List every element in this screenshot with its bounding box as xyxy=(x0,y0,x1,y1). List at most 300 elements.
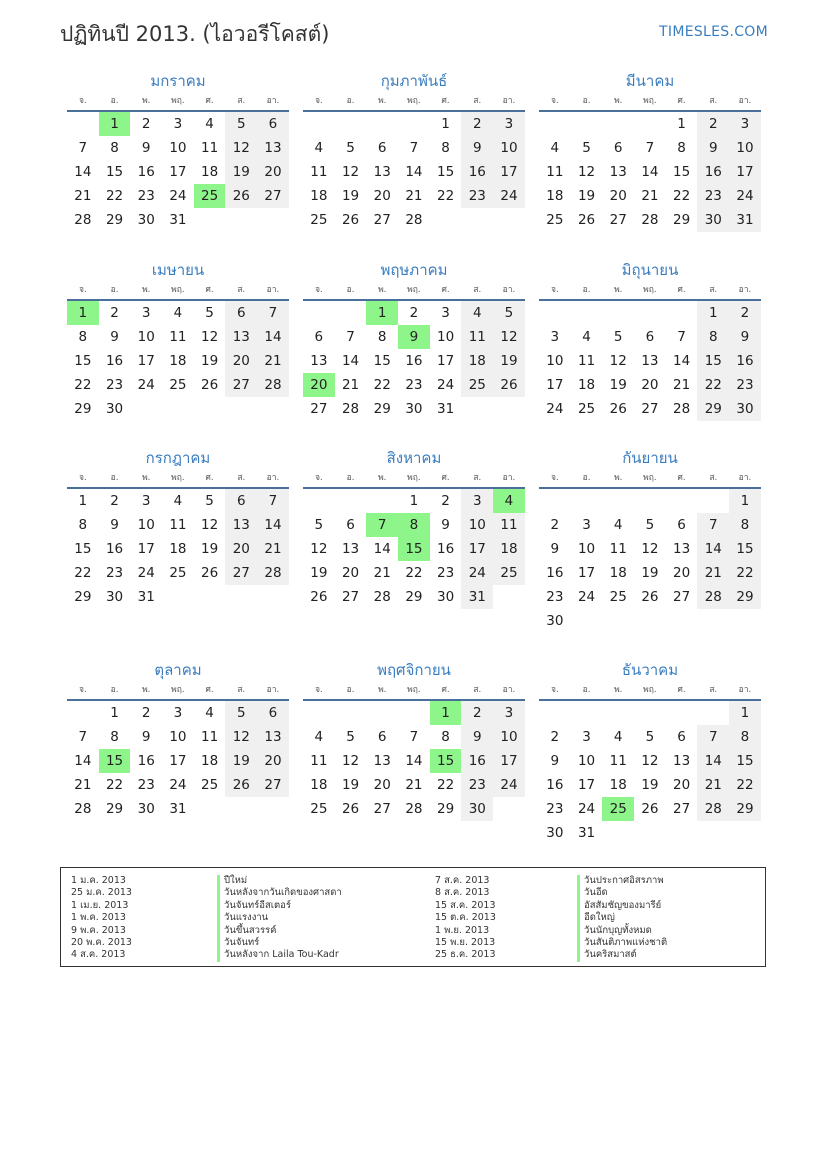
day-cell[interactable]: 20 xyxy=(373,188,391,204)
day-cell[interactable]: 3 xyxy=(173,116,183,132)
day-cell[interactable]: 3 xyxy=(141,305,151,321)
day-cell[interactable]: 18 xyxy=(201,753,219,769)
day-cell[interactable]: 12 xyxy=(641,753,659,769)
day-cell[interactable]: 10 xyxy=(169,140,187,156)
day-cell[interactable]: 16 xyxy=(137,164,155,180)
day-cell[interactable]: 15 xyxy=(398,537,430,561)
day-cell[interactable]: 13 xyxy=(257,136,289,160)
day-cell[interactable]: 6 xyxy=(346,517,355,533)
day-cell[interactable]: 15 xyxy=(430,749,462,773)
day-cell[interactable]: 11 xyxy=(609,753,627,769)
day-cell[interactable]: 4 xyxy=(461,301,493,325)
day-cell[interactable]: 2 xyxy=(141,705,151,721)
day-cell[interactable]: 19 xyxy=(201,541,219,557)
day-cell[interactable]: 15 xyxy=(729,537,761,561)
day-cell[interactable]: 21 xyxy=(341,377,360,393)
day-cell[interactable]: 17 xyxy=(577,565,596,581)
day-cell[interactable]: 10 xyxy=(493,136,525,160)
day-cell[interactable]: 20 xyxy=(225,537,257,561)
day-cell[interactable]: 13 xyxy=(225,513,257,537)
day-cell[interactable]: 18 xyxy=(609,777,627,793)
day-cell[interactable]: 9 xyxy=(141,729,151,745)
day-cell[interactable]: 28 xyxy=(373,589,391,605)
day-cell[interactable]: 13 xyxy=(310,353,328,369)
day-cell[interactable]: 24 xyxy=(137,565,155,581)
day-cell[interactable]: 26 xyxy=(341,212,360,228)
day-cell[interactable]: 28 xyxy=(74,212,92,228)
day-cell[interactable]: 5 xyxy=(346,140,355,156)
day-cell[interactable]: 22 xyxy=(729,561,761,585)
day-cell[interactable]: 21 xyxy=(74,188,92,204)
day-cell[interactable]: 18 xyxy=(169,541,187,557)
day-cell[interactable]: 19 xyxy=(310,565,328,581)
day-cell[interactable]: 18 xyxy=(310,777,328,793)
day-cell[interactable]: 21 xyxy=(257,537,289,561)
day-cell[interactable]: 2 xyxy=(461,701,493,725)
day-cell[interactable]: 6 xyxy=(257,701,289,725)
day-cell[interactable]: 8 xyxy=(377,329,387,345)
day-cell[interactable]: 8 xyxy=(441,729,450,745)
day-cell[interactable]: 13 xyxy=(641,353,659,369)
day-cell[interactable]: 26 xyxy=(225,773,257,797)
day-cell[interactable]: 9 xyxy=(550,753,560,769)
day-cell[interactable]: 7 xyxy=(257,301,289,325)
day-cell[interactable]: 27 xyxy=(673,589,691,605)
day-cell[interactable]: 3 xyxy=(173,705,183,721)
day-cell[interactable]: 2 xyxy=(550,729,560,745)
day-cell[interactable]: 4 xyxy=(205,116,214,132)
day-cell[interactable]: 8 xyxy=(110,140,119,156)
day-cell[interactable]: 28 xyxy=(257,561,289,585)
day-cell[interactable]: 22 xyxy=(697,373,729,397)
day-cell[interactable]: 15 xyxy=(74,541,92,557)
day-cell[interactable]: 21 xyxy=(373,565,391,581)
day-cell[interactable]: 18 xyxy=(546,188,564,204)
day-cell[interactable]: 2 xyxy=(697,112,729,136)
day-cell[interactable]: 29 xyxy=(74,401,92,417)
day-cell[interactable]: 17 xyxy=(546,377,564,393)
day-cell[interactable]: 3 xyxy=(582,517,591,533)
day-cell[interactable]: 21 xyxy=(257,349,289,373)
day-cell[interactable]: 24 xyxy=(437,377,455,393)
day-cell[interactable]: 24 xyxy=(169,188,187,204)
day-cell[interactable]: 6 xyxy=(645,329,655,345)
day-cell[interactable]: 12 xyxy=(341,753,360,769)
day-cell[interactable]: 17 xyxy=(493,749,525,773)
day-cell[interactable]: 3 xyxy=(493,701,525,725)
day-cell[interactable]: 31 xyxy=(169,212,187,228)
day-cell[interactable]: 16 xyxy=(437,541,455,557)
day-cell[interactable]: 13 xyxy=(341,541,360,557)
day-cell[interactable]: 3 xyxy=(582,729,591,745)
day-cell[interactable]: 17 xyxy=(577,777,596,793)
day-cell[interactable]: 21 xyxy=(74,777,92,793)
day-cell[interactable]: 23 xyxy=(437,565,455,581)
day-cell[interactable]: 13 xyxy=(673,541,691,557)
day-cell[interactable]: 7 xyxy=(645,140,655,156)
day-cell[interactable]: 4 xyxy=(550,140,560,156)
day-cell[interactable]: 16 xyxy=(405,353,423,369)
day-cell[interactable]: 9 xyxy=(110,517,119,533)
day-cell[interactable]: 16 xyxy=(546,777,564,793)
day-cell[interactable]: 25 xyxy=(577,401,596,417)
day-cell[interactable]: 11 xyxy=(201,729,219,745)
day-cell[interactable]: 10 xyxy=(137,517,155,533)
day-cell[interactable]: 10 xyxy=(493,725,525,749)
day-cell[interactable]: 4 xyxy=(173,305,183,321)
day-cell[interactable]: 20 xyxy=(673,777,691,793)
day-cell[interactable]: 30 xyxy=(437,589,455,605)
day-cell[interactable]: 28 xyxy=(405,801,423,817)
day-cell[interactable]: 11 xyxy=(169,517,187,533)
day-cell[interactable]: 6 xyxy=(314,329,324,345)
day-cell[interactable]: 26 xyxy=(201,377,219,393)
day-cell[interactable]: 23 xyxy=(137,777,155,793)
day-cell[interactable]: 12 xyxy=(577,164,596,180)
day-cell[interactable]: 31 xyxy=(577,825,596,841)
day-cell[interactable]: 1 xyxy=(366,301,398,325)
day-cell[interactable]: 19 xyxy=(641,777,659,793)
day-cell[interactable]: 11 xyxy=(461,325,493,349)
day-cell[interactable]: 24 xyxy=(169,777,187,793)
day-cell[interactable]: 16 xyxy=(137,753,155,769)
day-cell[interactable]: 23 xyxy=(697,184,729,208)
day-cell[interactable]: 13 xyxy=(609,164,627,180)
day-cell[interactable]: 16 xyxy=(729,349,761,373)
day-cell[interactable]: 27 xyxy=(641,401,659,417)
day-cell[interactable]: 6 xyxy=(225,489,257,513)
day-cell[interactable]: 11 xyxy=(169,329,187,345)
day-cell[interactable]: 7 xyxy=(78,140,88,156)
day-cell[interactable]: 31 xyxy=(437,401,455,417)
day-cell[interactable]: 2 xyxy=(461,112,493,136)
day-cell[interactable]: 15 xyxy=(373,353,391,369)
day-cell[interactable]: 4 xyxy=(173,493,183,509)
day-cell[interactable]: 20 xyxy=(303,373,335,397)
day-cell[interactable]: 27 xyxy=(341,589,360,605)
day-cell[interactable]: 15 xyxy=(697,349,729,373)
day-cell[interactable]: 30 xyxy=(546,613,564,629)
day-cell[interactable]: 21 xyxy=(405,188,423,204)
day-cell[interactable]: 4 xyxy=(314,140,324,156)
day-cell[interactable]: 2 xyxy=(141,116,151,132)
day-cell[interactable]: 27 xyxy=(225,373,257,397)
day-cell[interactable]: 31 xyxy=(729,208,761,232)
day-cell[interactable]: 19 xyxy=(225,160,257,184)
day-cell[interactable]: 20 xyxy=(641,377,659,393)
day-cell[interactable]: 23 xyxy=(461,184,493,208)
day-cell[interactable]: 15 xyxy=(105,164,124,180)
day-cell[interactable]: 24 xyxy=(493,773,525,797)
day-cell[interactable]: 7 xyxy=(346,329,355,345)
day-cell[interactable]: 23 xyxy=(546,801,564,817)
day-cell[interactable]: 19 xyxy=(493,349,525,373)
day-cell[interactable]: 1 xyxy=(78,493,88,509)
day-cell[interactable]: 28 xyxy=(74,801,92,817)
day-cell[interactable]: 15 xyxy=(99,749,131,773)
day-cell[interactable]: 11 xyxy=(201,140,219,156)
day-cell[interactable]: 22 xyxy=(373,377,391,393)
day-cell[interactable]: 1 xyxy=(67,301,99,325)
day-cell[interactable]: 1 xyxy=(430,701,462,725)
day-cell[interactable]: 9 xyxy=(461,725,493,749)
day-cell[interactable]: 29 xyxy=(405,589,423,605)
day-cell[interactable]: 11 xyxy=(577,353,596,369)
day-cell[interactable]: 17 xyxy=(137,353,155,369)
day-cell[interactable]: 7 xyxy=(677,329,686,345)
day-cell[interactable]: 25 xyxy=(602,797,634,821)
day-cell[interactable]: 13 xyxy=(373,753,391,769)
day-cell[interactable]: 20 xyxy=(225,349,257,373)
day-cell[interactable]: 29 xyxy=(437,801,455,817)
day-cell[interactable]: 1 xyxy=(677,116,686,132)
day-cell[interactable]: 26 xyxy=(341,801,360,817)
day-cell[interactable]: 12 xyxy=(493,325,525,349)
day-cell[interactable]: 29 xyxy=(697,397,729,421)
day-cell[interactable]: 19 xyxy=(341,777,360,793)
day-cell[interactable]: 28 xyxy=(341,401,360,417)
day-cell[interactable]: 24 xyxy=(729,184,761,208)
day-cell[interactable]: 20 xyxy=(257,749,289,773)
day-cell[interactable]: 11 xyxy=(493,513,525,537)
day-cell[interactable]: 12 xyxy=(225,136,257,160)
day-cell[interactable]: 2 xyxy=(110,493,119,509)
day-cell[interactable]: 17 xyxy=(169,753,187,769)
day-cell[interactable]: 14 xyxy=(405,164,423,180)
day-cell[interactable]: 21 xyxy=(697,773,729,797)
day-cell[interactable]: 29 xyxy=(729,585,761,609)
day-cell[interactable]: 3 xyxy=(461,489,493,513)
day-cell[interactable]: 15 xyxy=(437,164,455,180)
day-cell[interactable]: 5 xyxy=(205,493,214,509)
day-cell[interactable]: 29 xyxy=(105,212,124,228)
day-cell[interactable]: 13 xyxy=(257,725,289,749)
day-cell[interactable]: 9 xyxy=(461,136,493,160)
day-cell[interactable]: 18 xyxy=(169,353,187,369)
day-cell[interactable]: 10 xyxy=(729,136,761,160)
day-cell[interactable]: 10 xyxy=(461,513,493,537)
day-cell[interactable]: 14 xyxy=(257,513,289,537)
day-cell[interactable]: 6 xyxy=(677,517,686,533)
day-cell[interactable]: 16 xyxy=(697,160,729,184)
day-cell[interactable]: 8 xyxy=(697,325,729,349)
day-cell[interactable]: 27 xyxy=(257,773,289,797)
day-cell[interactable]: 10 xyxy=(169,729,187,745)
day-cell[interactable]: 28 xyxy=(673,401,691,417)
day-cell[interactable]: 23 xyxy=(461,773,493,797)
day-cell[interactable]: 23 xyxy=(137,188,155,204)
day-cell[interactable]: 23 xyxy=(729,373,761,397)
day-cell[interactable]: 24 xyxy=(577,589,596,605)
day-cell[interactable]: 22 xyxy=(405,565,423,581)
day-cell[interactable]: 19 xyxy=(201,353,219,369)
day-cell[interactable]: 28 xyxy=(641,212,659,228)
day-cell[interactable]: 5 xyxy=(645,517,655,533)
day-cell[interactable]: 3 xyxy=(550,329,560,345)
day-cell[interactable]: 22 xyxy=(437,777,455,793)
day-cell[interactable]: 7 xyxy=(366,513,398,537)
day-cell[interactable]: 4 xyxy=(613,729,623,745)
day-cell[interactable]: 31 xyxy=(461,585,493,609)
day-cell[interactable]: 21 xyxy=(641,188,659,204)
day-cell[interactable]: 30 xyxy=(137,212,155,228)
day-cell[interactable]: 24 xyxy=(137,377,155,393)
day-cell[interactable]: 16 xyxy=(546,565,564,581)
day-cell[interactable]: 5 xyxy=(493,301,525,325)
day-cell[interactable]: 8 xyxy=(729,513,761,537)
day-cell[interactable]: 5 xyxy=(582,140,591,156)
day-cell[interactable]: 11 xyxy=(546,164,564,180)
day-cell[interactable]: 4 xyxy=(613,517,623,533)
day-cell[interactable]: 15 xyxy=(673,164,691,180)
day-cell[interactable]: 25 xyxy=(310,212,328,228)
day-cell[interactable]: 19 xyxy=(225,749,257,773)
day-cell[interactable]: 6 xyxy=(257,112,289,136)
day-cell[interactable]: 27 xyxy=(373,212,391,228)
day-cell[interactable]: 25 xyxy=(169,565,187,581)
day-cell[interactable]: 10 xyxy=(577,753,596,769)
day-cell[interactable]: 3 xyxy=(729,112,761,136)
day-cell[interactable]: 7 xyxy=(257,489,289,513)
day-cell[interactable]: 12 xyxy=(641,541,659,557)
day-cell[interactable]: 30 xyxy=(461,797,493,821)
day-cell[interactable]: 12 xyxy=(310,541,328,557)
day-cell[interactable]: 31 xyxy=(169,801,187,817)
day-cell[interactable]: 24 xyxy=(461,561,493,585)
day-cell[interactable]: 17 xyxy=(729,160,761,184)
day-cell[interactable]: 7 xyxy=(78,729,88,745)
day-cell[interactable]: 22 xyxy=(74,565,92,581)
day-cell[interactable]: 26 xyxy=(201,565,219,581)
day-cell[interactable]: 15 xyxy=(729,749,761,773)
day-cell[interactable]: 6 xyxy=(377,140,387,156)
day-cell[interactable]: 4 xyxy=(205,705,214,721)
day-cell[interactable]: 22 xyxy=(673,188,691,204)
day-cell[interactable]: 8 xyxy=(398,513,430,537)
day-cell[interactable]: 4 xyxy=(493,489,525,513)
day-cell[interactable]: 7 xyxy=(697,513,729,537)
day-cell[interactable]: 1 xyxy=(729,701,761,725)
day-cell[interactable]: 26 xyxy=(577,212,596,228)
day-cell[interactable]: 13 xyxy=(673,753,691,769)
day-cell[interactable]: 25 xyxy=(310,801,328,817)
day-cell[interactable]: 30 xyxy=(697,208,729,232)
day-cell[interactable]: 14 xyxy=(74,164,92,180)
day-cell[interactable]: 17 xyxy=(169,164,187,180)
day-cell[interactable]: 8 xyxy=(677,140,686,156)
day-cell[interactable]: 16 xyxy=(461,160,493,184)
day-cell[interactable]: 4 xyxy=(582,329,591,345)
day-cell[interactable]: 15 xyxy=(74,353,92,369)
day-cell[interactable]: 7 xyxy=(697,725,729,749)
day-cell[interactable]: 7 xyxy=(409,140,419,156)
day-cell[interactable]: 28 xyxy=(405,212,423,228)
day-cell[interactable]: 19 xyxy=(641,565,659,581)
day-cell[interactable]: 30 xyxy=(137,801,155,817)
day-cell[interactable]: 19 xyxy=(341,188,360,204)
day-cell[interactable]: 27 xyxy=(609,212,627,228)
day-cell[interactable]: 22 xyxy=(729,773,761,797)
day-cell[interactable]: 26 xyxy=(225,184,257,208)
day-cell[interactable]: 12 xyxy=(341,164,360,180)
day-cell[interactable]: 6 xyxy=(377,729,387,745)
day-cell[interactable]: 9 xyxy=(550,541,560,557)
day-cell[interactable]: 29 xyxy=(673,212,691,228)
day-cell[interactable]: 2 xyxy=(409,305,419,321)
day-cell[interactable]: 1 xyxy=(697,301,729,325)
day-cell[interactable]: 13 xyxy=(373,164,391,180)
day-cell[interactable]: 25 xyxy=(201,777,219,793)
day-cell[interactable]: 16 xyxy=(461,749,493,773)
day-cell[interactable]: 24 xyxy=(577,801,596,817)
day-cell[interactable]: 20 xyxy=(257,160,289,184)
day-cell[interactable]: 5 xyxy=(205,305,214,321)
day-cell[interactable]: 18 xyxy=(577,377,596,393)
day-cell[interactable]: 23 xyxy=(105,377,124,393)
day-cell[interactable]: 9 xyxy=(441,517,450,533)
day-cell[interactable]: 31 xyxy=(137,589,155,605)
brand-link[interactable]: TIMESLES.COM xyxy=(659,24,768,40)
day-cell[interactable]: 25 xyxy=(169,377,187,393)
day-cell[interactable]: 14 xyxy=(673,353,691,369)
day-cell[interactable]: 11 xyxy=(609,541,627,557)
day-cell[interactable]: 8 xyxy=(441,140,450,156)
day-cell[interactable]: 1 xyxy=(409,493,419,509)
day-cell[interactable]: 28 xyxy=(697,585,729,609)
day-cell[interactable]: 10 xyxy=(437,329,455,345)
day-cell[interactable]: 5 xyxy=(225,112,257,136)
day-cell[interactable]: 25 xyxy=(461,373,493,397)
day-cell[interactable]: 9 xyxy=(697,136,729,160)
day-cell[interactable]: 8 xyxy=(78,329,88,345)
day-cell[interactable]: 24 xyxy=(546,401,564,417)
day-cell[interactable]: 28 xyxy=(697,797,729,821)
day-cell[interactable]: 1 xyxy=(729,489,761,513)
day-cell[interactable]: 18 xyxy=(310,188,328,204)
day-cell[interactable]: 18 xyxy=(201,164,219,180)
day-cell[interactable]: 26 xyxy=(641,801,659,817)
day-cell[interactable]: 23 xyxy=(105,565,124,581)
day-cell[interactable]: 6 xyxy=(225,301,257,325)
day-cell[interactable]: 10 xyxy=(577,541,596,557)
day-cell[interactable]: 11 xyxy=(310,753,328,769)
day-cell[interactable]: 29 xyxy=(373,401,391,417)
day-cell[interactable]: 29 xyxy=(105,801,124,817)
day-cell[interactable]: 9 xyxy=(110,329,119,345)
day-cell[interactable]: 20 xyxy=(673,565,691,581)
day-cell[interactable]: 26 xyxy=(310,589,328,605)
day-cell[interactable]: 5 xyxy=(314,517,324,533)
day-cell[interactable]: 2 xyxy=(110,305,119,321)
day-cell[interactable]: 14 xyxy=(341,353,360,369)
day-cell[interactable]: 26 xyxy=(609,401,627,417)
day-cell[interactable]: 18 xyxy=(609,565,627,581)
day-cell[interactable]: 14 xyxy=(405,753,423,769)
day-cell[interactable]: 14 xyxy=(697,537,729,561)
day-cell[interactable]: 21 xyxy=(405,777,423,793)
day-cell[interactable]: 23 xyxy=(405,377,423,393)
day-cell[interactable]: 2 xyxy=(729,301,761,325)
day-cell[interactable]: 19 xyxy=(609,377,627,393)
day-cell[interactable]: 5 xyxy=(645,729,655,745)
day-cell[interactable]: 29 xyxy=(74,589,92,605)
day-cell[interactable]: 28 xyxy=(257,373,289,397)
day-cell[interactable]: 1 xyxy=(441,116,450,132)
day-cell[interactable]: 14 xyxy=(373,541,391,557)
day-cell[interactable]: 3 xyxy=(141,493,151,509)
day-cell[interactable]: 6 xyxy=(677,729,686,745)
day-cell[interactable]: 16 xyxy=(105,353,124,369)
